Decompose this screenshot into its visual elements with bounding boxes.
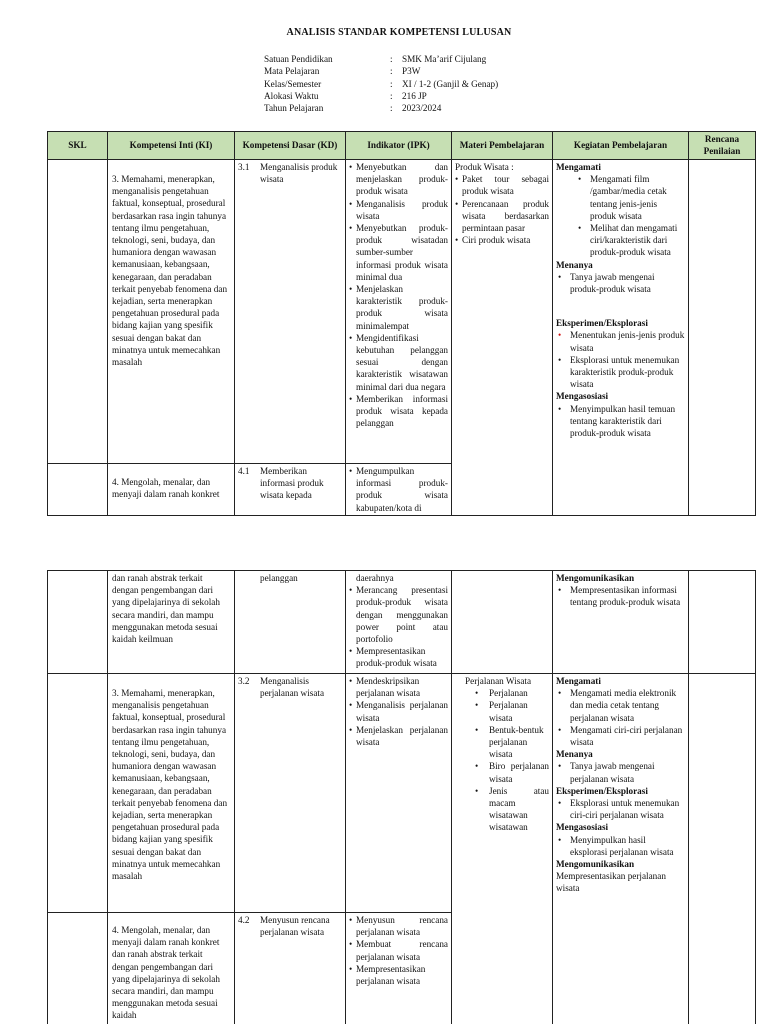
meta-colon: : bbox=[390, 66, 393, 77]
skl-cell bbox=[48, 464, 108, 516]
ki4-cont-text: dan ranah abstrak terkait dengan pengembangan dari yang dipelajarinya di sekolah secara mandiri, dan mampu menggunakan metoda sesuai kaidah keilmuan bbox=[112, 573, 220, 645]
ipk-item: • Menjelaskan perjalanan wisata bbox=[349, 724, 448, 748]
meta-value: P3W bbox=[402, 66, 421, 77]
kegiatan-list bbox=[556, 834, 685, 858]
header-kd: Kompetensi Dasar (KD) bbox=[235, 132, 346, 160]
meta-value: 216 JP bbox=[402, 90, 427, 101]
skl-cell bbox=[48, 913, 108, 1024]
materi-list bbox=[455, 687, 549, 833]
ipk-item: • Menyebutkan produk-produk wisatadan sumber-sumber informasi produk wisata minimal dua bbox=[349, 222, 448, 283]
materi-item: • Paket tour sebagai produk wisata bbox=[455, 173, 549, 197]
materi-item: • Bentuk-bentuk perjalanan wisata bbox=[475, 724, 549, 761]
ipk-cont-text: daerahnya bbox=[356, 573, 394, 583]
meta-row bbox=[264, 65, 498, 77]
ki4-text: 4. Mengolah, menalar, dan menyaji dalam ranah konkret dan ranah abstrak terkait dengan pengembangan dari yang dipelajarinya di sekolah secara mandiri, dan mampu menggunakan metoda sesuai kaidah bbox=[112, 925, 220, 1021]
ipk-item: • Menyusun rencana perjalanan wisata bbox=[349, 914, 448, 938]
kd-number: 4.2 bbox=[238, 915, 250, 925]
kegiatan-list bbox=[556, 403, 685, 440]
kegiatan-heading: Menanya bbox=[556, 259, 593, 270]
header-skl: SKL bbox=[48, 132, 108, 160]
kegiatan-item: • Mengamati media elektronik dan media cetak tentang perjalanan wisata bbox=[556, 687, 685, 724]
skl-table-page-2 bbox=[47, 570, 756, 1024]
meta-colon: : bbox=[390, 78, 393, 89]
kd-cell bbox=[235, 571, 346, 674]
ipk-list bbox=[349, 914, 448, 987]
skl-cell bbox=[48, 160, 108, 464]
ipk-cell bbox=[346, 674, 452, 913]
header-ki: Kompetensi Inti (KI) bbox=[108, 132, 235, 160]
ipk-item: • Mempresentasikan perjalanan wisata bbox=[349, 963, 448, 987]
kegiatan-list bbox=[556, 329, 685, 390]
kegiatan-item: • Eksplorasi untuk menemukan ciri-ciri perjalanan wisata bbox=[556, 797, 685, 821]
ipk-list bbox=[349, 584, 448, 669]
kegiatan-item: • Mempresentasikan informasi tentang produk-produk wisata bbox=[556, 584, 685, 608]
kegiatan-heading: Mengamati bbox=[556, 676, 601, 686]
kegiatan-item: • Eksplorasi untuk menemukan karakteristik produk-produk wisata bbox=[556, 354, 685, 391]
meta-colon: : bbox=[390, 54, 393, 64]
materi-item: • Biro perjalanan wisata bbox=[475, 760, 549, 784]
kegiatan-item: • Menentukan jenis-jenis produk wisata bbox=[556, 329, 685, 353]
kegiatan-heading: Mengasosiasi bbox=[556, 822, 609, 833]
ipk-item: • Menjelaskan karakteristik produk-produk wisata minimalempat bbox=[349, 283, 448, 332]
ipk-cell bbox=[346, 160, 452, 464]
ipk-item: • Mengumpulkan informasi produk-produk wisata kabupaten/kota di bbox=[349, 465, 448, 514]
kd-number: 4.1 bbox=[238, 466, 250, 476]
ipk-item: • Menyebutkan dan menjelaskan produk-produk wisata bbox=[349, 161, 448, 198]
meta-value: 2023/2024 bbox=[402, 103, 442, 114]
kd-cell bbox=[235, 160, 346, 464]
meta-row bbox=[264, 78, 498, 90]
kd-text: Menganalisis produk wisata bbox=[260, 162, 338, 185]
kd-number: 3.1 bbox=[238, 162, 250, 172]
kegiatan-text: Mempresentasikan perjalanan wisata bbox=[556, 871, 666, 894]
materi-heading: Perjalanan Wisata bbox=[465, 676, 532, 686]
rencana-cell bbox=[689, 674, 756, 1024]
ipk-list bbox=[349, 675, 448, 748]
skl-cell bbox=[48, 571, 108, 674]
materi-cell bbox=[452, 160, 553, 516]
kegiatan-list bbox=[556, 271, 685, 295]
ki-cell bbox=[108, 160, 235, 464]
kd-text: Menganalisis perjalanan wisata bbox=[260, 676, 325, 699]
ipk-cell bbox=[346, 913, 452, 1024]
kegiatan-item: • Menyimpulkan hasil temuan tentang karakteristik dari produk-produk wisata bbox=[556, 403, 685, 440]
materi-item: • Jenis atau macam wisatawan wisatawan bbox=[475, 785, 549, 834]
kegiatan-cell bbox=[553, 160, 689, 516]
meta-key: Tahun Pelajaran bbox=[264, 103, 324, 114]
header-kegiatan: Kegiatan Pembelajaran bbox=[553, 132, 689, 160]
ki-cell bbox=[108, 674, 235, 913]
kegiatan-item: • Menyimpulkan hasil eksplorasi perjalanan wisata bbox=[556, 834, 685, 858]
meta-key: Satuan Pendidikan bbox=[264, 54, 333, 64]
header-materi: Materi Pembelajaran bbox=[452, 132, 553, 160]
kegiatan-heading: Mengamati bbox=[556, 162, 601, 172]
ipk-cell bbox=[346, 571, 452, 674]
kegiatan-heading: Menanya bbox=[556, 749, 593, 760]
kegiatan-heading: Mengasosiasi bbox=[556, 391, 609, 402]
materi-heading: Produk Wisata : bbox=[455, 162, 514, 172]
materi-item: • Perencanaan produk wisata berdasarkan permintaan pasar bbox=[455, 198, 549, 235]
kd-cell bbox=[235, 913, 346, 1024]
materi-item: • Perjalanan wisata bbox=[475, 699, 549, 723]
ipk-item: • Menganalisis perjalanan wisata bbox=[349, 699, 448, 723]
kd-cell bbox=[235, 464, 346, 516]
document-title: ANALISIS STANDAR KOMPETENSI LULUSAN bbox=[286, 27, 512, 38]
kegiatan-item: • Tanya jawab mengenai produk-produk wisata bbox=[556, 271, 685, 295]
kegiatan-heading: Mengomunikasikan bbox=[556, 859, 635, 870]
kegiatan-cell bbox=[553, 571, 689, 674]
materi-item: • Perjalanan bbox=[475, 687, 549, 699]
ki3-text: 3. Memahami, menerapkan, menganalisis pengetahuan faktual, konseptual, prosedural berdasarkan rasa ingin tahunya tentang ilmu pengetahuan, teknologi, seni, budaya, dan humaniora dengan wawasan kemanusiaan, kebangsaan, kenegaraan, dan peradaban terkait penyebab fenomena dan kejadian, serta menerapkan pengetahuan prosedural pada bidang kajian yang spesifik sesuai dengan bakat dan minatnya untuk memecahkan masalah bbox=[112, 174, 228, 368]
kegiatan-list bbox=[556, 760, 685, 784]
kegiatan-list bbox=[556, 797, 685, 821]
kd-cell bbox=[235, 674, 346, 913]
ki4-text: 4. Mengolah, menalar, dan menyaji dalam ranah konkret bbox=[112, 477, 220, 500]
kegiatan-heading: Eksperimen/Eksplorasi bbox=[556, 785, 648, 796]
meta-colon: : bbox=[390, 103, 393, 114]
kegiatan-heading: Mengomunikasikan bbox=[556, 573, 635, 583]
meta-key: Mata Pelajaran bbox=[264, 66, 320, 77]
ki3-text: 3. Memahami, menerapkan, menganalisis pengetahuan faktual, konseptual, prosedural berdasarkan rasa ingin tahunya tentang ilmu pengetahuan, teknologi, seni, budaya, dan humaniora dengan wawasan kemanusiaan, kebangsaan, kenegaraan, dan peradaban terkait penyebab fenomena dan kejadian, serta menerapkan pengetahuan prosedural pada bidang kajian yang spesifik sesuai dengan bakat dan minatnya untuk memecahkan masalah bbox=[112, 688, 228, 882]
rencana-cell bbox=[689, 571, 756, 674]
ipk-list bbox=[349, 161, 448, 429]
ipk-cell bbox=[346, 464, 452, 516]
skl-table-page-1 bbox=[47, 131, 756, 516]
kegiatan-list bbox=[556, 584, 685, 608]
document-meta bbox=[264, 53, 498, 114]
kd-text: Menyusun rencana perjalanan wisata bbox=[260, 915, 330, 938]
kd-text: pelanggan bbox=[260, 573, 298, 583]
meta-value: XI / 1-2 (Ganjil & Genap) bbox=[402, 78, 499, 89]
kegiatan-item: • Mengamati film /gambar/media cetak tentang jenis-jenis produk wisata bbox=[576, 173, 685, 222]
ki-cell bbox=[108, 464, 235, 516]
kegiatan-list bbox=[556, 173, 685, 258]
kd-text: Memberikan informasi produk wisata kepada bbox=[260, 466, 324, 501]
ipk-list bbox=[349, 465, 448, 514]
ki-cell bbox=[108, 913, 235, 1024]
ipk-item: • Mendeskripsikan perjalanan wisata bbox=[349, 675, 448, 699]
meta-key: Kelas/Semester bbox=[264, 78, 322, 89]
kegiatan-item: • Melihat dan mengamati ciri/karakteristik dari produk-produk wisata bbox=[576, 222, 685, 259]
ipk-item: • Mempresentasikan produk-produk wisata bbox=[349, 645, 448, 669]
ipk-item: • Menganalisis produk wisata bbox=[349, 198, 448, 222]
ki-cell bbox=[108, 571, 235, 674]
skl-cell bbox=[48, 674, 108, 913]
kegiatan-list bbox=[556, 687, 685, 748]
ipk-item: • Merancang presentasi produk-produk wisata dengan menggunakan power point atau portofolio bbox=[349, 584, 448, 645]
ipk-item: • Mengidentifikasi kebutuhan pelanggan sesuai dengan karakteristik wisatawan minimal dari dua negara bbox=[349, 332, 448, 393]
meta-colon: : bbox=[390, 90, 393, 101]
kegiatan-item: • Mengamati ciri-ciri perjalanan wisata bbox=[556, 724, 685, 748]
materi-list bbox=[455, 173, 549, 246]
header-rencana: Rencana Penilaian bbox=[689, 132, 756, 160]
materi-item: • Ciri produk wisata bbox=[455, 234, 549, 246]
header-ipk: Indikator (IPK) bbox=[346, 132, 452, 160]
meta-key: Alokasi Waktu bbox=[264, 90, 319, 101]
meta-value: SMK Ma’arif Cijulang bbox=[402, 54, 487, 64]
meta-row bbox=[264, 90, 498, 102]
kd-number: 3.2 bbox=[238, 676, 250, 686]
meta-row bbox=[264, 53, 498, 65]
kegiatan-cell bbox=[553, 674, 689, 1024]
meta-row bbox=[264, 102, 498, 114]
rencana-cell bbox=[689, 160, 756, 516]
ipk-item: • Membuat rencana perjalanan wisata bbox=[349, 938, 448, 962]
kegiatan-heading: Eksperimen/Eksplorasi bbox=[556, 318, 648, 329]
ipk-item: • Memberikan informasi produk wisata kepada pelanggan bbox=[349, 393, 448, 430]
materi-cell bbox=[452, 571, 553, 674]
materi-cell bbox=[452, 674, 553, 1024]
kegiatan-item: • Tanya jawab mengenai perjalanan wisata bbox=[556, 760, 685, 784]
